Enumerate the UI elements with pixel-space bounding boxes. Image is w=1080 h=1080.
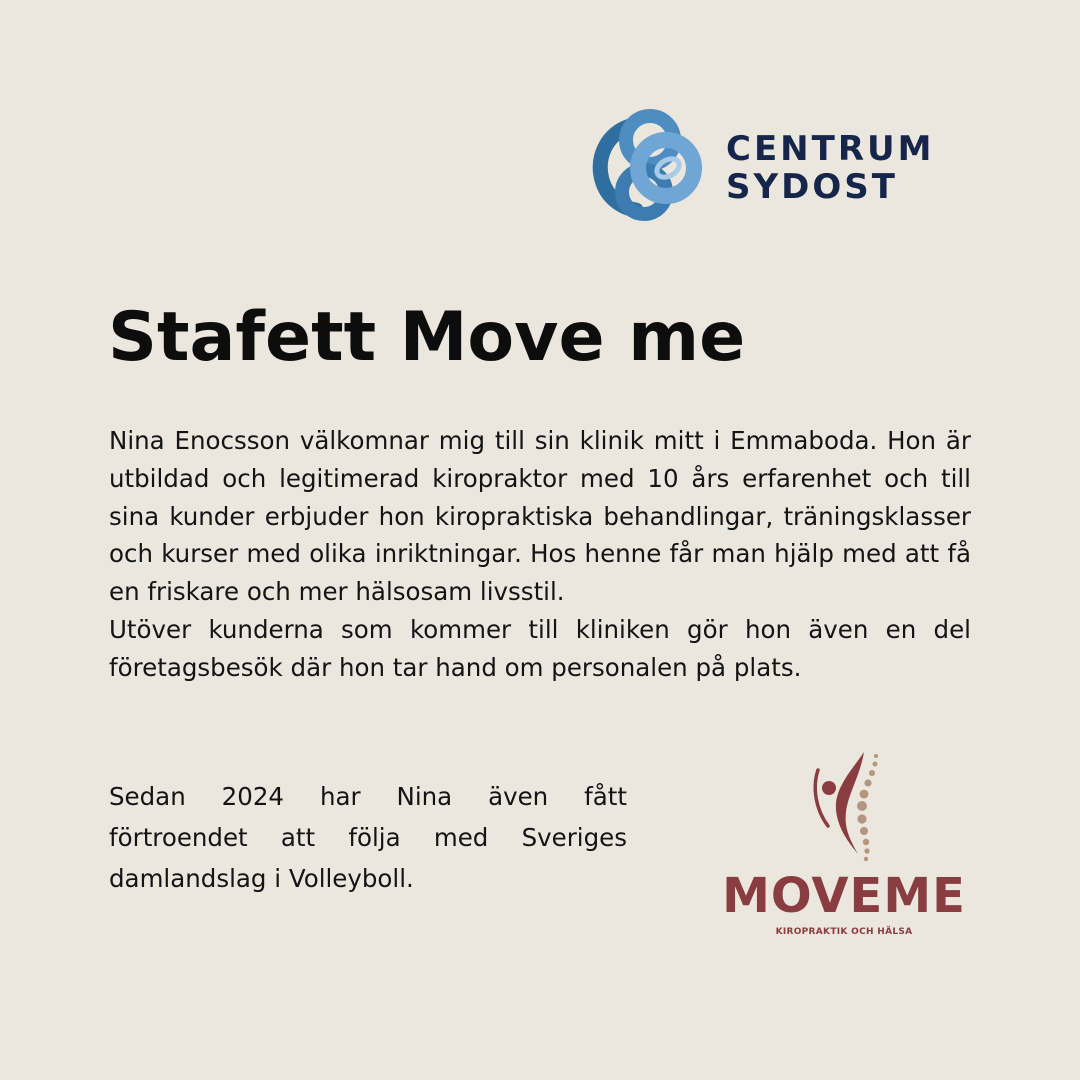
centrum-sydost-line2: SYDOST bbox=[726, 167, 898, 207]
moveme-tagline: KIROPRAKTIK OCH HÄLSA bbox=[775, 927, 913, 937]
moveme-logo bbox=[712, 748, 976, 943]
centrum-sydost-line1: CENTRUM bbox=[726, 129, 935, 169]
centrum-sydost-wordmark bbox=[726, 130, 976, 206]
centrum-sydost-logo-mark-icon bbox=[590, 104, 714, 228]
moveme-wordmark: MOVEME bbox=[722, 868, 966, 924]
body-text bbox=[109, 422, 971, 687]
spine-figure-icon bbox=[804, 748, 884, 868]
page-title: Stafett Move me bbox=[108, 298, 746, 377]
body-paragraph-1: Nina Enocsson välkomnar mig till sin klinik mitt i Emmaboda. Hon är utbildad och legitimerad kiropraktor med 10 års erfarenhet och till sina kunder erbjuder hon kiropraktiska behandlingar, träningsklasser och kurser med olika inriktningar. Hos henne får man hjälp med att få en friskare och mer hälsosam livsstil. bbox=[109, 426, 971, 607]
centrum-sydost-logo bbox=[590, 104, 975, 228]
body-paragraph-3: Sedan 2024 har Nina även fått förtroendet att följa med Sveriges damlandslag i Volleyboll. bbox=[109, 782, 627, 893]
body-paragraph-2: Utöver kunderna som kommer till kliniken gör hon även en del företagsbesök där hon tar hand om personalen på plats. bbox=[109, 614, 971, 682]
